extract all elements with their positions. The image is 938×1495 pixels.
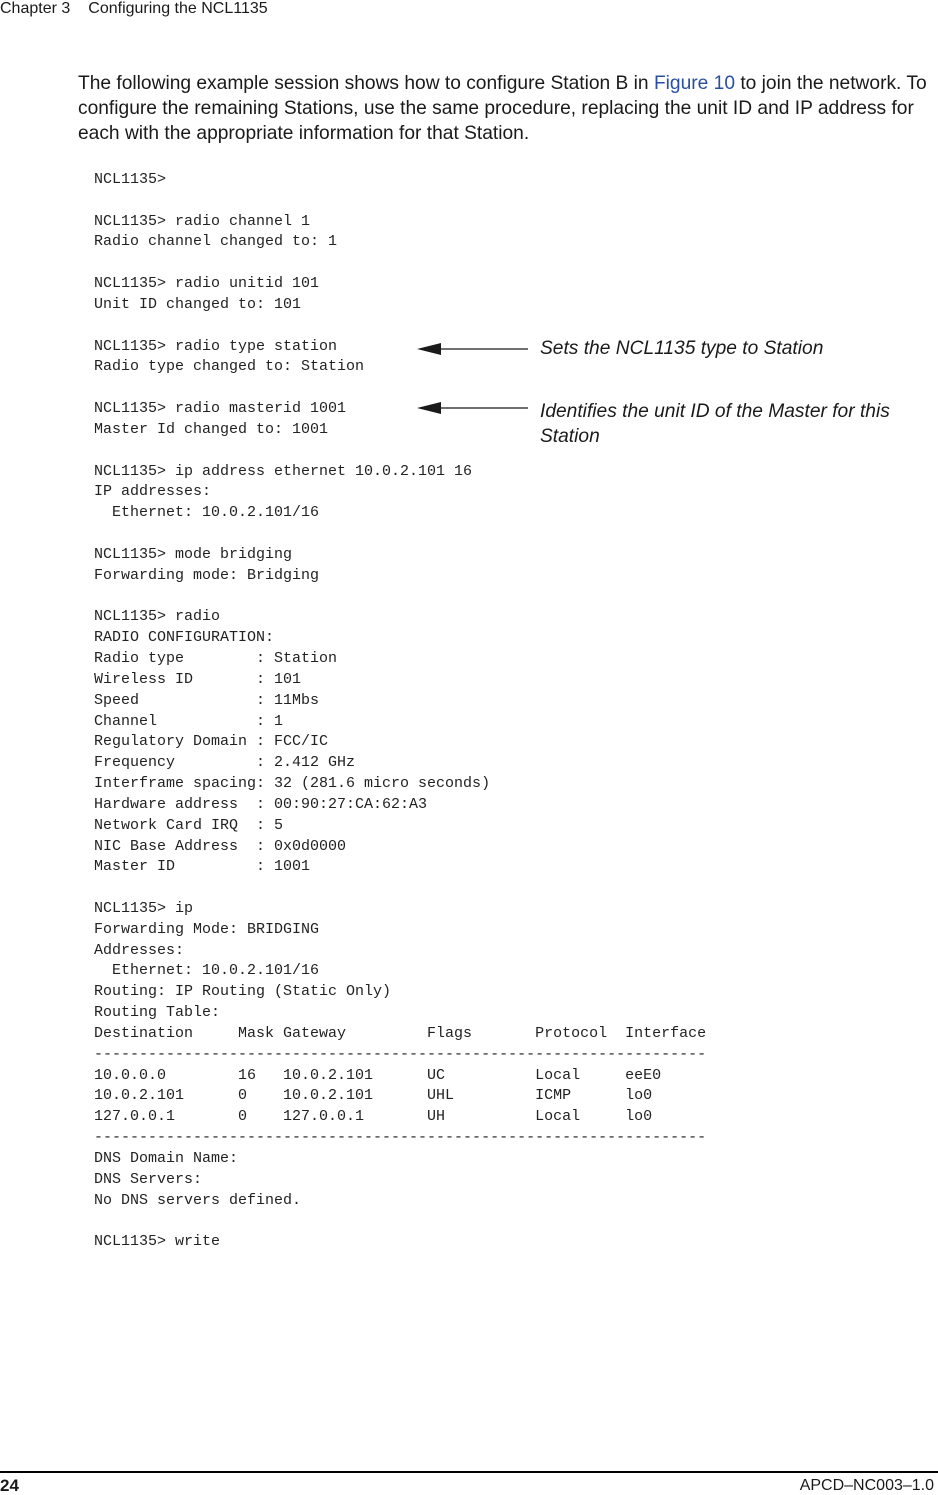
console-line: Channel : 1 [94, 712, 284, 730]
console-line: NCL1135> radio masterid 1001 [94, 400, 347, 418]
console-line: Wireless ID : 101 [94, 670, 302, 688]
intro-text-1: The following example session shows how to configure Station B in [78, 73, 654, 94]
chapter-label: Chapter 3 [0, 0, 71, 17]
console-line: NCL1135> ip address ethernet 10.0.2.101 16 [94, 462, 473, 480]
console-line: Network Card IRQ : 5 [94, 816, 284, 834]
console-line: NCL1135> radio type station [94, 337, 338, 355]
console-line: DNS Servers: [94, 1170, 203, 1188]
console-line: Addresses: [94, 941, 185, 959]
console-line: DNS Domain Name: [94, 1149, 239, 1167]
console-line: Interframe spacing: 32 (281.6 micro seconds) [94, 775, 491, 793]
document-id: APCD–NC003–1.0 [799, 1477, 934, 1494]
chapter-title: Configuring the NCL1135 [88, 0, 268, 17]
console-line: Radio channel changed to: 1 [94, 233, 338, 251]
console-line: Master ID : 1001 [94, 858, 311, 876]
console-line: NIC Base Address : 0x0d0000 [94, 837, 347, 855]
arrow-type-callout [417, 343, 528, 355]
console-line: -------------------------------------------------------------------- [94, 1045, 707, 1063]
page-number: 24 [0, 1476, 19, 1495]
console-line: NCL1135> radio channel 1 [94, 212, 311, 230]
console-line: Ethernet: 10.0.2.101/16 [94, 504, 320, 522]
console-line: -------------------------------------------------------------------- [94, 1129, 707, 1147]
console-line: NCL1135> radio [94, 608, 221, 626]
console-line: IP addresses: [94, 483, 212, 501]
console-line: NCL1135> radio unitid 101 [94, 275, 320, 293]
console-line: Radio type : Station [94, 650, 338, 668]
console-line: NCL1135> mode bridging [94, 545, 293, 563]
annotation-master-id: Identifies the unit ID of the Master for this Station [540, 401, 890, 447]
console-line: NCL1135> [94, 171, 167, 188]
console-line: Speed : 11Mbs [94, 691, 320, 709]
console-line: NCL1135> write [94, 1233, 221, 1251]
console-line: Forwarding Mode: BRIDGING [94, 920, 320, 938]
console-line: 10.0.0.0 16 10.0.2.101 UC Local eeE0 [94, 1066, 662, 1084]
console-line: 127.0.0.1 0 127.0.0.1 UH Local lo0 [94, 1108, 653, 1126]
console-line: Destination Mask Gateway Flags Protocol Interface [94, 1024, 707, 1042]
figure-reference-link[interactable]: Figure 10 [653, 73, 735, 94]
console-line: 10.0.2.101 0 10.0.2.101 UHL ICMP lo0 [94, 1087, 653, 1105]
annotation-station-type: Sets the NCL1135 type to Station [540, 338, 824, 359]
console-line: Ethernet: 10.0.2.101/16 [94, 962, 320, 980]
intro-text-2: to join the network. To configure the remaining Stations, use the same procedure, replacing the unit ID and IP address for each with the appropriate information for that Station. [78, 73, 927, 144]
console-line: Routing: IP Routing (Static Only) [94, 983, 392, 1001]
arrow-masterid-callout [417, 402, 528, 414]
console-line: Unit ID changed to: 101 [94, 295, 302, 313]
console-line: No DNS servers defined. [94, 1191, 302, 1209]
console-line: RADIO CONFIGURATION: [94, 629, 275, 647]
console-line: Frequency : 2.412 GHz [94, 754, 356, 772]
console-line: Routing Table: [94, 1004, 221, 1022]
console-line: Regulatory Domain : FCC/IC [94, 733, 329, 751]
console-line: NCL1135> ip [94, 899, 194, 917]
console-line: Master Id changed to: 1001 [94, 420, 329, 438]
console-line: Radio type changed to: Station [94, 358, 365, 376]
footer-rule [0, 1471, 938, 1473]
console-line: Forwarding mode: Bridging [94, 566, 320, 584]
console-line: Hardware address : 00:90:27:CA:62:A3 [94, 795, 428, 813]
